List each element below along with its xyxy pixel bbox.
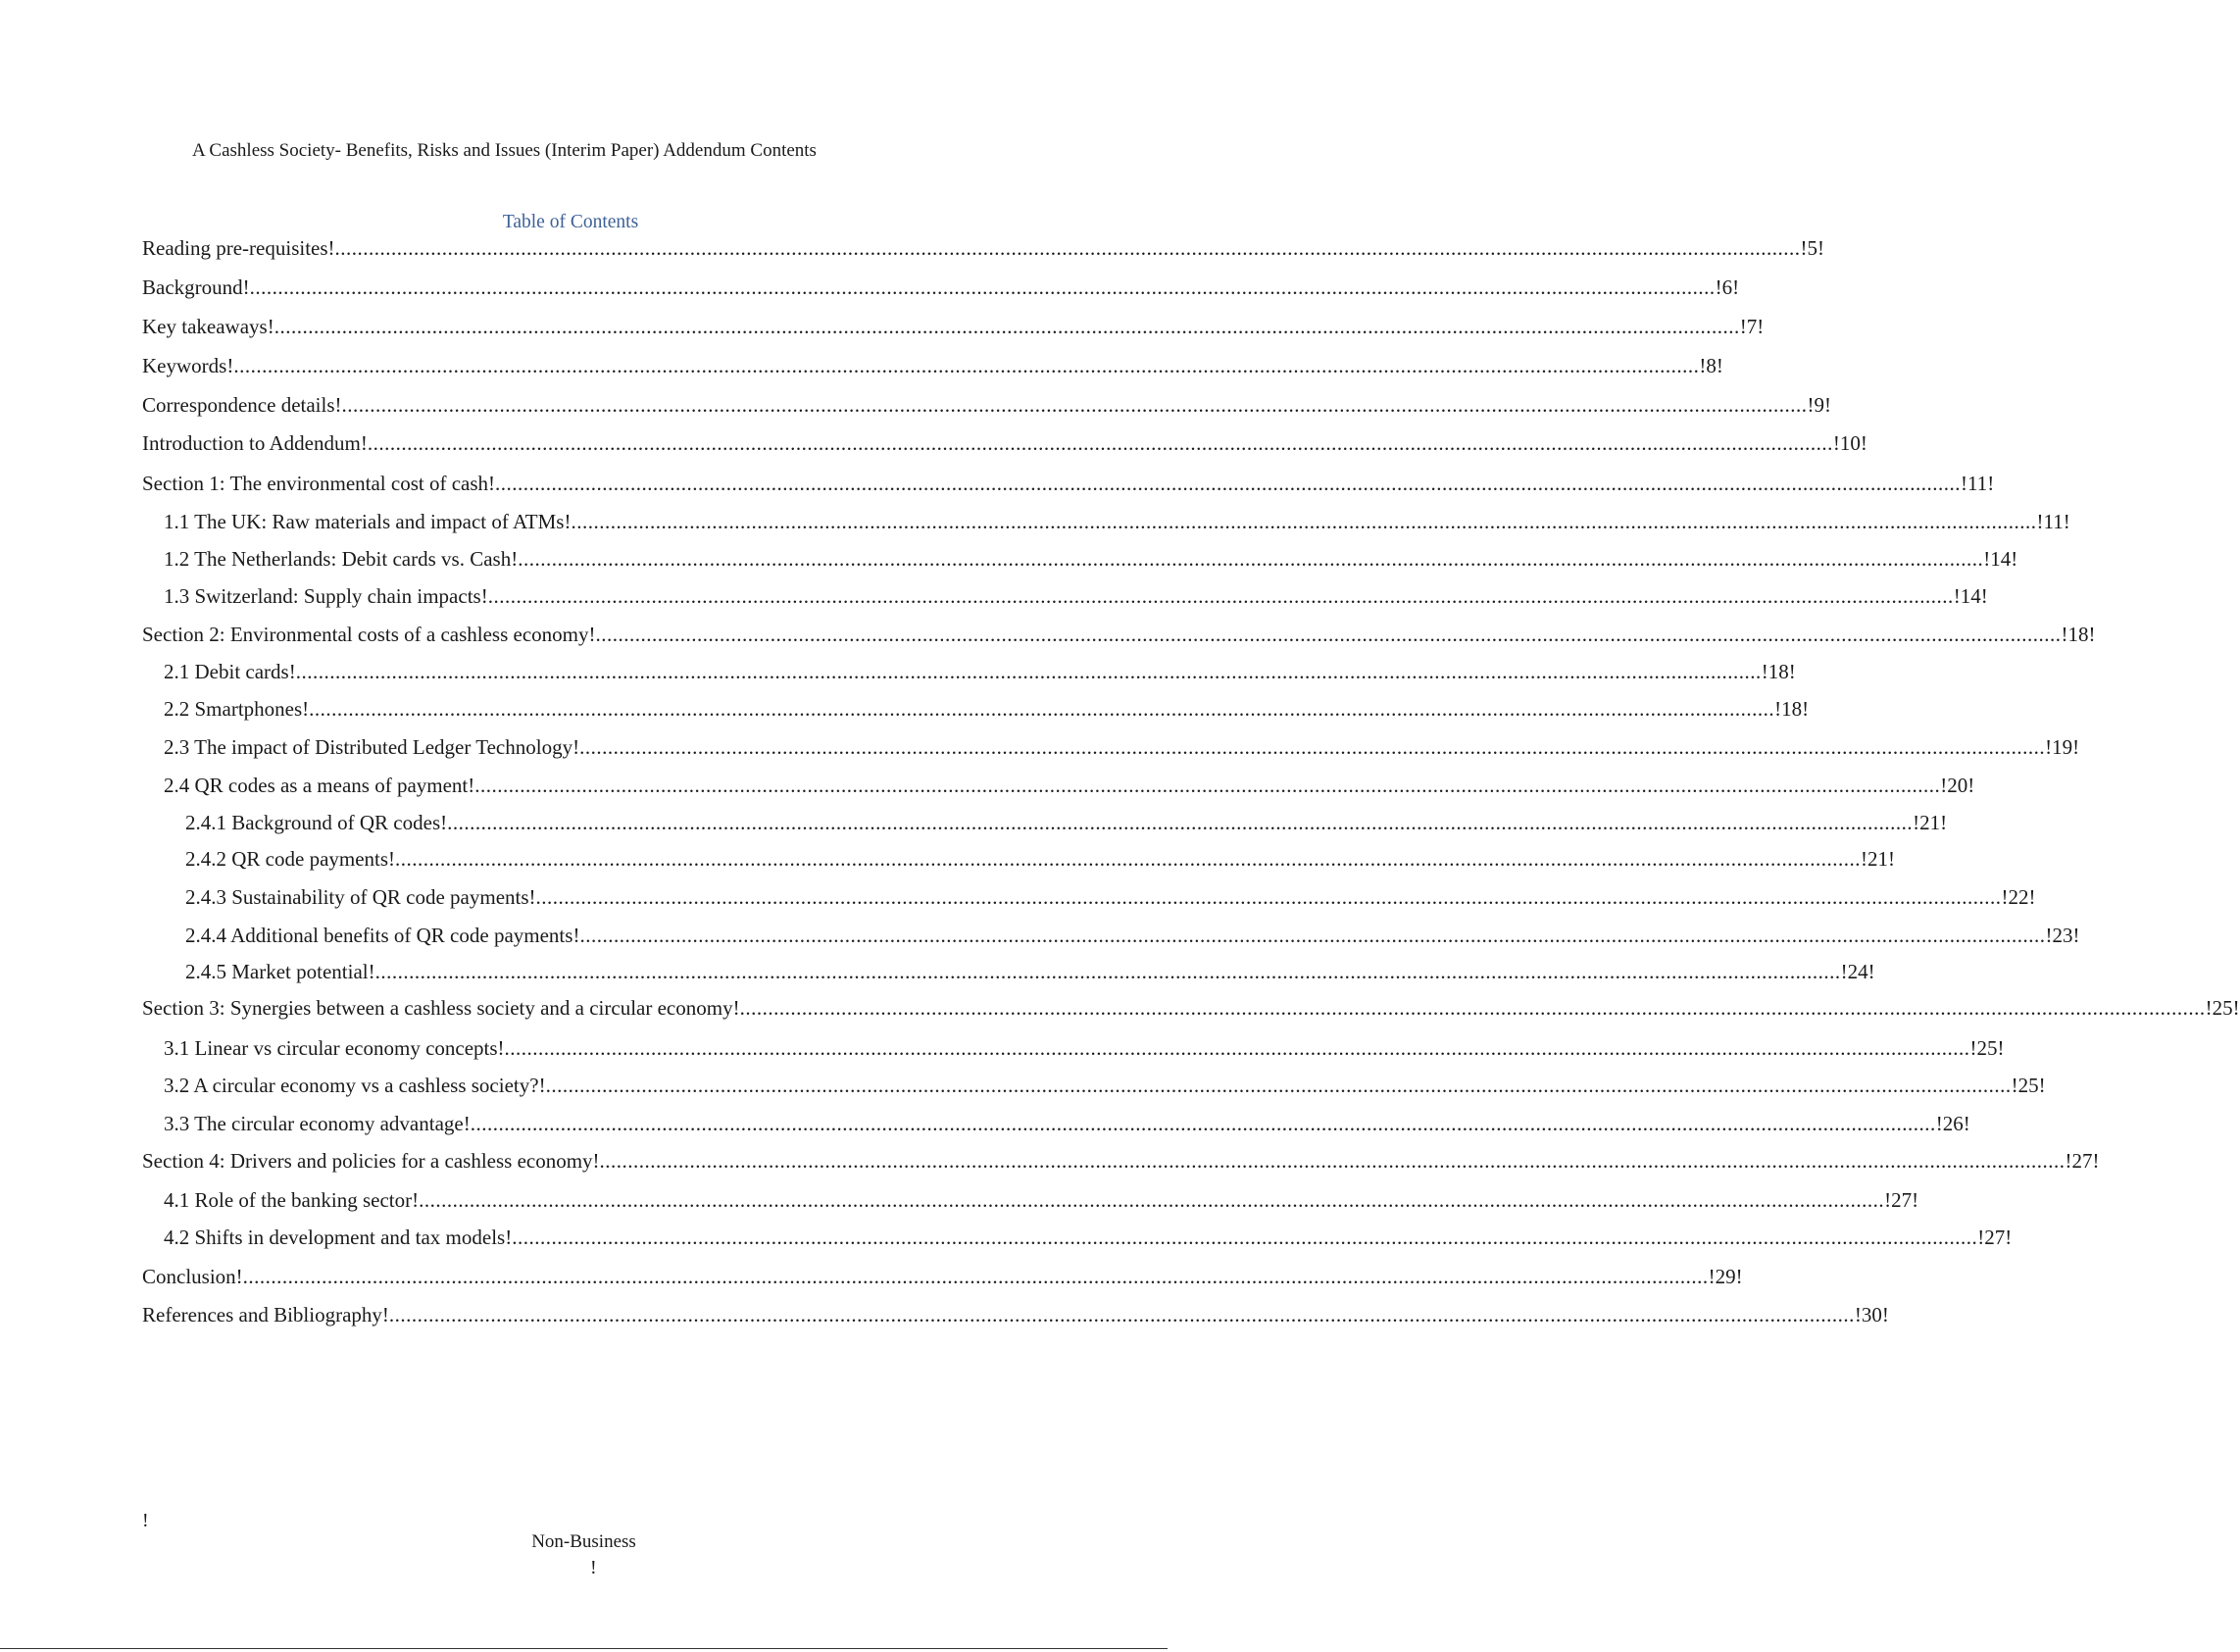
toc-entry-page: 11 [2043, 510, 2064, 533]
toc-entry-marker: ! [497, 1036, 505, 1060]
toc-entry-marker: ! [1802, 697, 1810, 721]
toc-entry-page: 24 [1847, 960, 1868, 983]
toc-entry-marker: ! [1800, 236, 1808, 260]
toc-entry-marker: ! [412, 1188, 420, 1212]
toc-entry-title: Section 3: Synergies between a cashless society and a circular economy [142, 996, 733, 1020]
toc-entry-page: 8 [1706, 354, 1717, 377]
toc-entry[interactable] [164, 583, 1988, 609]
toc-entry-title: 1.3 Switzerland: Supply chain impacts [164, 584, 481, 608]
toc-entry-page: 29 [1715, 1265, 1736, 1288]
toc-entry-marker: ! [1807, 393, 1815, 417]
toc-entry[interactable] [142, 471, 1995, 496]
toc-entry-marker: ! [242, 275, 250, 299]
toc-entry-marker: ! [327, 236, 335, 260]
toc-entry[interactable] [142, 622, 2096, 647]
toc-entry-marker: ! [1774, 697, 1782, 721]
toc-entry-marker: ! [1987, 472, 1995, 495]
toc-entry-marker: ! [488, 472, 496, 495]
toc-dot-leader: .................................................................................................................................................................................................................................................................... [495, 472, 1962, 495]
toc-entry-marker: ! [1997, 1036, 2005, 1060]
toc-entry-page: 9 [1814, 393, 1825, 417]
toc-entry-marker: ! [334, 393, 342, 417]
toc-entry-marker: ! [505, 1226, 513, 1249]
toc-entry-title: Background [142, 275, 243, 299]
toc-entry-marker: ! [1940, 811, 1948, 834]
toc-entry-marker: ! [1953, 584, 1961, 608]
toc-entry-marker: ! [2092, 1149, 2100, 1173]
toc-entry-marker: ! [1861, 847, 1868, 871]
toc-entry[interactable] [185, 884, 2036, 910]
toc-entry-marker: ! [1715, 275, 1722, 299]
toc-entry-title: Section 4: Drivers and policies for a cashless economy [142, 1149, 593, 1173]
toc-entry-title: 1.1 The UK: Raw materials and impact of ATMs [164, 510, 565, 533]
toc-entry-marker: ! [1969, 1036, 1977, 1060]
toc-entry-marker: ! [511, 547, 519, 571]
toc-entry-marker: ! [1854, 1303, 1862, 1327]
toc-dot-leader: .................................................................................................................................................................................................................................................................... [474, 774, 1941, 797]
toc-entry[interactable] [185, 846, 1896, 872]
toc-entry-page: 14 [1960, 584, 1981, 608]
toc-entry-page: 27 [1891, 1188, 1913, 1212]
toc-entry-page: 5 [1807, 236, 1818, 260]
toc-dot-leader: .................................................................................................................................................................................................................................................................... [233, 354, 1700, 377]
toc-entry-page: 18 [1781, 697, 1803, 721]
toc-entry-page: 18 [2067, 623, 2089, 646]
toc-entry-marker: ! [1757, 315, 1765, 338]
toc-entry-title: 3.1 Linear vs circular economy concepts [164, 1036, 498, 1060]
toc-entry-marker: ! [2011, 547, 2018, 571]
toc-dot-leader: .................................................................................................................................................................................................................................................................... [395, 847, 1862, 871]
toc-dot-leader: .................................................................................................................................................................................................................................................................... [334, 236, 1801, 260]
toc-entry-marker: ! [1963, 1112, 1970, 1135]
footer-classification [0, 1531, 1168, 1553]
toc-entry[interactable] [164, 773, 1975, 798]
toc-entry-title: 3.3 The circular economy advantage [164, 1112, 464, 1135]
toc-entry-title: Correspondence details [142, 393, 335, 417]
toc-entry-title: 2.2 Smartphones [164, 697, 303, 721]
toc-dot-leader: .................................................................................................................................................................................................................................................................... [388, 1303, 1855, 1327]
toc-entry-marker: ! [2005, 1226, 2013, 1249]
toc-entry-page: 25 [2212, 996, 2233, 1020]
toc-entry-marker: ! [381, 1303, 389, 1327]
toc-entry-marker: ! [1860, 431, 1867, 455]
toc-entry-page: 30 [1861, 1303, 1882, 1327]
toc-dot-leader: .................................................................................................................................................................................................................................................................... [419, 1188, 1885, 1212]
footer-mark-left: ! [142, 1510, 149, 1531]
toc-entry-marker: ! [1735, 1265, 1743, 1288]
toc-entry-page: 18 [1767, 660, 1789, 683]
toc-entry[interactable] [164, 696, 1810, 722]
toc-dot-leader: .................................................................................................................................................................................................................................................................... [374, 960, 1841, 983]
toc-entry-marker: ! [1788, 660, 1796, 683]
toc-entry-marker: ! [1884, 1188, 1892, 1212]
toc-entry-title: 2.4.1 Background of QR codes [185, 811, 441, 834]
toc-entry[interactable] [164, 1073, 2046, 1098]
toc-entry-title: Key takeaways [142, 315, 268, 338]
toc-entry[interactable] [142, 314, 1765, 339]
toc-entry-title: Keywords [142, 354, 227, 377]
toc-entry[interactable] [164, 1035, 2005, 1061]
toc-entry-marker: ! [2205, 996, 2213, 1020]
toc-entry-marker: ! [2061, 623, 2068, 646]
toc-entry[interactable] [185, 810, 1948, 835]
toc-entry[interactable] [142, 275, 1740, 300]
toc-entry[interactable] [142, 1148, 2100, 1174]
toc-entry[interactable] [164, 1111, 1970, 1136]
toc-entry-marker: ! [572, 735, 580, 759]
page-bottom-rule [0, 1648, 1168, 1649]
toc-entry-marker: ! [592, 1149, 600, 1173]
toc-dot-leader: .................................................................................................................................................................................................................................................................... [512, 1226, 1978, 1249]
toc-entry-marker: ! [528, 885, 536, 909]
toc-entry-marker: ! [2011, 1074, 2018, 1097]
toc-entry-marker: ! [2045, 735, 2053, 759]
toc-entry-marker: ! [2028, 885, 2036, 909]
toc-entry-marker: ! [1739, 315, 1747, 338]
toc-entry-title: Conclusion [142, 1265, 236, 1288]
toc-entry-page: 22 [2008, 885, 2029, 909]
toc-entry-title: 4.2 Shifts in development and tax models [164, 1226, 506, 1249]
toc-entry-marker: ! [1881, 1303, 1889, 1327]
toc-entry[interactable] [164, 1225, 2013, 1250]
toc-entry-marker: ! [588, 623, 596, 646]
toc-dot-leader: .................................................................................................................................................................................................................................................................... [535, 885, 2002, 909]
toc-dot-leader: .................................................................................................................................................................................................................................................................... [447, 811, 1914, 834]
toc-entry-title: Reading pre-requisites [142, 236, 328, 260]
toc-entry-marker: ! [267, 315, 274, 338]
toc-entry-marker: ! [2001, 885, 2009, 909]
toc-entry[interactable] [185, 923, 2080, 948]
toc-entry-marker: ! [2088, 623, 2096, 646]
toc-entry-marker: ! [235, 1265, 243, 1288]
toc-dot-leader: .................................................................................................................................................................................................................................................................... [579, 924, 2046, 947]
toc-entry[interactable] [185, 959, 1875, 984]
toc-entry-marker: ! [1977, 1226, 1985, 1249]
toc-entry-marker: ! [368, 960, 375, 983]
toc-entry-marker: ! [2045, 924, 2053, 947]
toc-entry-marker: ! [1732, 275, 1740, 299]
toc-entry-marker: ! [1699, 354, 1707, 377]
toc-entry-page: 21 [1867, 847, 1889, 871]
toc-dot-leader: .................................................................................................................................................................................................................................................................... [249, 275, 1716, 299]
toc-entry-marker: ! [1967, 774, 1975, 797]
toc-entry-page: 19 [2052, 735, 2073, 759]
toc-entry-title: 2.4 QR codes as a means of payment [164, 774, 469, 797]
toc-entry[interactable] [142, 995, 2240, 1021]
toc-entry-page: 27 [2071, 1149, 2093, 1173]
toc-entry[interactable] [164, 509, 2070, 534]
toc-entry-page: 23 [2052, 924, 2073, 947]
footer-mark-center: ! [590, 1557, 597, 1578]
toc-entry-title: 2.4.3 Sustainability of QR code payments [185, 885, 529, 909]
toc-entry-page: 11 [1967, 472, 1988, 495]
toc-dot-leader: .................................................................................................................................................................................................................................................................... [295, 660, 1762, 683]
toc-entry-marker: ! [226, 354, 234, 377]
toc-entry-title: 2.4.5 Market potential [185, 960, 369, 983]
toc-entry-marker: ! [1817, 236, 1825, 260]
toc-entry-marker: ! [288, 660, 296, 683]
toc-dot-leader: .................................................................................................................................................................................................................................................................... [599, 1149, 2066, 1173]
toc-entry-title: 2.3 The impact of Distributed Ledger Technology [164, 735, 573, 759]
toc-entry-marker: ! [1867, 960, 1875, 983]
toc-entry-marker: ! [463, 1112, 471, 1135]
toc-entry-marker: ! [538, 1074, 546, 1097]
toc-entry-marker: ! [440, 811, 448, 834]
toc-entry-marker: ! [1983, 547, 1991, 571]
toc-entry-marker: ! [1888, 847, 1896, 871]
toc-entry-title: 2.1 Debit cards [164, 660, 289, 683]
toc-entry-title: 2.4.4 Additional benefits of QR code payments [185, 924, 573, 947]
toc-dot-leader: .................................................................................................................................................................................................................................................................... [242, 1265, 1709, 1288]
toc-entry-title: Introduction to Addendum [142, 431, 361, 455]
toc-entry-marker: ! [1961, 472, 1968, 495]
toc-entry-page: 14 [1990, 547, 2012, 571]
toc-heading: Table of Contents [502, 212, 639, 232]
toc-dot-leader: .................................................................................................................................................................................................................................................................... [470, 1112, 1936, 1135]
toc-entry-marker: ! [732, 996, 740, 1020]
toc-entry-marker: ! [2232, 996, 2240, 1020]
toc-entry-page: 26 [1942, 1112, 1964, 1135]
toc-entry-marker: ! [2063, 510, 2070, 533]
toc-entry-marker: ! [1716, 354, 1723, 377]
toc-entry-title: Section 2: Environmental costs of a cashless economy [142, 623, 589, 646]
toc-entry-marker: ! [1980, 584, 1988, 608]
toc-entry-marker: ! [564, 510, 572, 533]
toc-dot-leader: .................................................................................................................................................................................................................................................................... [274, 315, 1740, 338]
footer-classification-text: Non-Business [531, 1531, 636, 1552]
toc-entry-marker: ! [1912, 1188, 1919, 1212]
toc-entry-marker: ! [2038, 1074, 2046, 1097]
toc-entry-marker: ! [1913, 811, 1920, 834]
toc-entry[interactable] [142, 235, 1825, 261]
toc-dot-leader: .................................................................................................................................................................................................................................................................... [579, 735, 2046, 759]
toc-entry-title: References and Bibliography [142, 1303, 382, 1327]
toc-entry-page: 25 [1976, 1036, 1998, 1060]
toc-entry-marker: ! [2036, 510, 2044, 533]
toc-entry-marker: ! [1840, 960, 1848, 983]
toc-entry-marker: ! [360, 431, 368, 455]
toc-entry-page: 25 [2017, 1074, 2039, 1097]
toc-entry-marker: ! [1824, 393, 1832, 417]
toc-entry-marker: ! [1935, 1112, 1943, 1135]
toc-dot-leader: .................................................................................................................................................................................................................................................................... [571, 510, 2037, 533]
toc-entry-title: 2.4.2 QR code payments [185, 847, 389, 871]
toc-entry-marker: ! [1832, 431, 1840, 455]
toc-dot-leader: .................................................................................................................................................................................................................................................................... [545, 1074, 2012, 1097]
toc-entry-marker: ! [2065, 1149, 2072, 1173]
toc-dot-leader: .................................................................................................................................................................................................................................................................... [595, 623, 2062, 646]
toc-dot-leader: .................................................................................................................................................................................................................................................................... [309, 697, 1775, 721]
toc-entry-page: 10 [1839, 431, 1861, 455]
toc-entry-title: 1.2 The Netherlands: Debit cards vs. Cash [164, 547, 512, 571]
toc-entry-title: 3.2 A circular economy vs a cashless society? [164, 1074, 539, 1097]
toc-entry-page: 20 [1947, 774, 1968, 797]
toc-entry-page: 27 [1984, 1226, 2006, 1249]
toc-dot-leader: .................................................................................................................................................................................................................................................................... [518, 547, 1984, 571]
toc-entry-marker: ! [572, 924, 580, 947]
toc-dot-leader: .................................................................................................................................................................................................................................................................... [367, 431, 1833, 455]
toc-entry[interactable] [142, 353, 1723, 378]
toc-entry[interactable] [142, 392, 1832, 418]
toc-entry[interactable] [164, 659, 1796, 684]
toc-entry[interactable] [142, 1302, 1889, 1327]
toc-entry-title: 4.1 Role of the banking sector [164, 1188, 413, 1212]
running-header: A Cashless Society- Benefits, Risks and Issues (Interim Paper) Addendum Contents [192, 140, 817, 161]
toc-entry[interactable] [164, 1187, 1919, 1213]
toc-entry-marker: ! [2072, 924, 2080, 947]
toc-entry-marker: ! [480, 584, 488, 608]
toc-entry-marker: ! [468, 774, 475, 797]
toc-entry[interactable] [164, 546, 2018, 572]
toc-dot-leader: .................................................................................................................................................................................................................................................................... [504, 1036, 1970, 1060]
toc-entry-title: Section 1: The environmental cost of cash [142, 472, 489, 495]
toc-entry-marker: ! [302, 697, 310, 721]
toc-dot-leader: .................................................................................................................................................................................................................................................................... [487, 584, 1954, 608]
toc-entry-marker: ! [2072, 735, 2080, 759]
toc-entry-marker: ! [1761, 660, 1768, 683]
toc-entry[interactable] [142, 430, 1867, 456]
toc-entry-page: 21 [1919, 811, 1941, 834]
toc-entry-marker: ! [1708, 1265, 1716, 1288]
toc-entry-marker: ! [388, 847, 396, 871]
toc-entry[interactable] [142, 1264, 1743, 1289]
toc-dot-leader: .................................................................................................................................................................................................................................................................... [739, 996, 2206, 1020]
toc-entry[interactable] [164, 734, 2080, 760]
toc-entry-marker: ! [1940, 774, 1948, 797]
toc-dot-leader: .................................................................................................................................................................................................................................................................... [341, 393, 1808, 417]
toc-entry-page: 6 [1721, 275, 1733, 299]
toc-entry-page: 7 [1746, 315, 1758, 338]
